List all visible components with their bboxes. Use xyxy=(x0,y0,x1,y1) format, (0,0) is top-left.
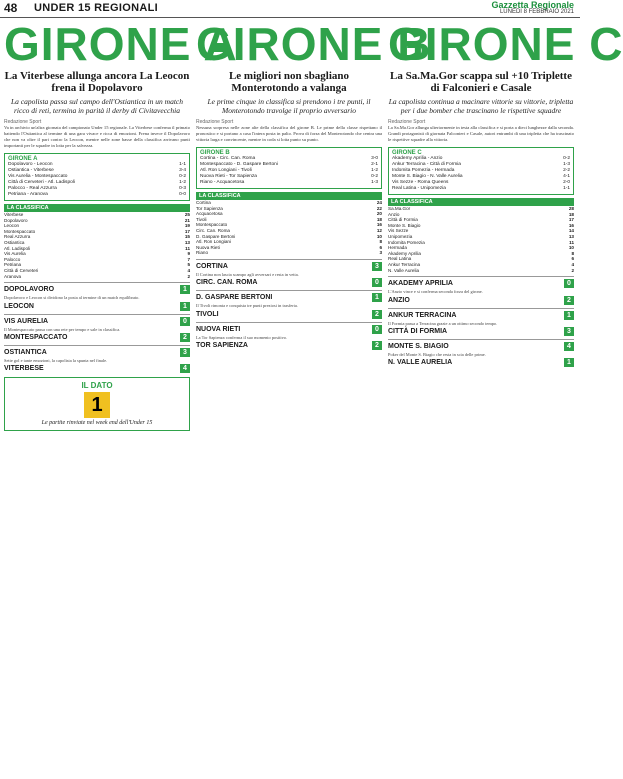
match-text: Dopolavoro e Leocon si dividono la posta al termine di un match equilibrato. xyxy=(4,295,140,301)
match-report xyxy=(388,276,574,304)
match-report xyxy=(388,339,574,367)
standings-row: Riano 3 xyxy=(196,250,382,256)
headline: Le migliori non sbagliano Monterotondo a valanga xyxy=(228,70,350,94)
result-row: Atl. Ron Longiani - Tivoli 1-2 xyxy=(200,168,378,173)
match-away: ANZIO 2 xyxy=(388,296,574,305)
results-header: GIRONE A xyxy=(8,156,38,162)
page-header xyxy=(0,0,580,18)
newspaper-name: Gazzetta Regionale xyxy=(491,0,574,10)
match-home: DOPOLAVORO 1 xyxy=(4,285,190,294)
match-home: OSTIANTICA 3 xyxy=(4,348,190,357)
standings-row: Atl. Ron Longiani 8 xyxy=(196,239,382,245)
match-report xyxy=(196,290,382,318)
girone-title: GIRONE C xyxy=(388,18,623,70)
standings-row: Hermada 10 xyxy=(388,245,574,251)
standings-row: Dopolavoro 21 xyxy=(4,217,190,223)
standings-row: Unipomezia 13 xyxy=(388,233,574,239)
match-home: CORTINA 3 xyxy=(196,262,382,271)
standings-row: Atl. Ladispoli 11 xyxy=(4,245,190,251)
match-report xyxy=(388,308,574,336)
headline: La Viterbese allunga ancora La Leocon frena il Dopolavoro xyxy=(4,70,190,94)
article-text: La Sa.Ma.Gor allunga ulteriormente in testa alla classifica e si porta a dieci lunghezze dalla seconda. Grandi protagonisti di giornata Falconieri e Casale, autori entrambi di una tripletta che ha trascinato le rispettive squadre alla vittoria. xyxy=(388,125,574,142)
standings-row: Petriana 5 xyxy=(4,262,190,268)
standings-row: Tivoli 18 xyxy=(196,216,382,222)
match-text: L'Anzio vince e si conferma seconda forza del girone. xyxy=(388,289,483,295)
match-away: TOR SAPIENZA 2 xyxy=(196,341,382,350)
result-row: Vis Sezze - Roma Queens 2-0 xyxy=(392,180,570,185)
standings-row: Cortina 24 xyxy=(196,200,382,205)
match-text: Il Montespaccato passa con una rete per tempo e sale in classifica. xyxy=(4,326,121,332)
match-text: Il Cortina non lascia scampo agli avversari e resta in vetta. xyxy=(196,271,299,277)
result-row: Nuova Rieti - Tor Sapienza 0-2 xyxy=(200,174,378,179)
standings-row: Ankur Terracina 4 xyxy=(388,261,574,267)
byline: Redazione Sport xyxy=(388,119,426,125)
match-home: VIS AURELIA 0 xyxy=(4,317,190,326)
standings-row: Real Azzurra 15 xyxy=(4,234,190,240)
standings-row: Monte S. Biagio 16 xyxy=(388,222,574,228)
match-away: MONTESPACCATO 2 xyxy=(4,333,190,342)
standings-row: Tor Sapienza 22 xyxy=(196,205,382,211)
match-home: NUOVA RIETI 0 xyxy=(196,325,382,334)
result-row: Indomita Pomezia - Hermada 2-2 xyxy=(392,168,570,173)
standings-row: Aranova 2 xyxy=(4,273,190,279)
subheadline: La capolista passa sul campo dell'Ostiantica in un match ricco di reti, termina in parità il derby di Civitavecchia xyxy=(10,97,184,115)
results-box xyxy=(4,153,190,201)
match-text: Poker del Monte S. Biagio che resta in scia delle prime. xyxy=(388,351,486,357)
standings-row: N. Valle Aurelia 2 xyxy=(388,267,574,273)
standings-row: Akademy Aprilia 8 xyxy=(388,250,574,256)
match-home: ANKUR TERRACINA 1 xyxy=(388,311,574,320)
column-colC xyxy=(388,18,623,367)
standings-row: Città di Cerveteri 4 xyxy=(4,267,190,273)
result-row: Ostiantica - Viterbese 3-4 xyxy=(8,168,186,173)
match-away: LEOCON 1 xyxy=(4,302,190,311)
headline: La Sa.Ma.Gor scappa sul +10 Triplette di Falconieri e Casale xyxy=(390,70,572,94)
result-row: Petriana - Aranova 0-0 xyxy=(8,192,186,197)
page-number: 48 xyxy=(4,1,18,15)
standings-row: Circ. Can. Roma 12 xyxy=(196,227,382,233)
newspaper-date: LUNEDI 8 FEBBRAIO 2021 xyxy=(499,9,574,15)
match-home: D. GASPARE BERTONI 1 xyxy=(196,293,382,302)
match-report xyxy=(196,259,382,287)
result-row: Akademy Aprilia - Anzio 0-2 xyxy=(392,156,570,161)
standings-row: Città di Formia 17 xyxy=(388,217,574,223)
standings-header: LA CLASSIFICA xyxy=(4,204,190,212)
standings-row: Indomita Pomezia 11 xyxy=(388,239,574,245)
girone-title: GIRONE A xyxy=(4,18,238,70)
result-row: Monte S. Biagio - N. Valle Aurelia 4-1 xyxy=(392,174,570,179)
match-away: CITTÀ DI FORMIA 3 xyxy=(388,327,574,336)
standings-header: LA CLASSIFICA xyxy=(196,192,382,200)
article-text: Nessuna sorpresa nelle zone alte della classifica del girone B. Le prime della classe rispettano il pronostico e si portano a casa l'intera posta in palio. Prova di forza del Monterotondo che centra una vittoria larga e convincente, mentre in coda si lotta punto su punto. xyxy=(196,125,382,142)
match-report xyxy=(4,314,190,342)
subheadline: Le prime cinque in classifica si prendono i tre punti, il Monterotondo travolge il proprio avversario xyxy=(207,97,371,115)
standings-row: Montespaccato 17 xyxy=(4,228,190,234)
result-row: Città di Cerveteri - Atl. Ladispoli 1-2 xyxy=(8,180,186,185)
results-header: GIRONE C xyxy=(392,150,422,156)
il-dato-box: IL DATO 1 Le partite rinviate nel week end dell'Under 15 xyxy=(4,377,190,431)
standings-row: Acquacetosa 20 xyxy=(196,211,382,217)
match-report xyxy=(4,345,190,373)
standings-row: Sa.Ma.Gor 28 xyxy=(388,206,574,211)
result-row: Ankur Terracina - Città di Formia 1-3 xyxy=(392,162,570,167)
result-row: Dopolavoro - Leocon 1-1 xyxy=(8,162,186,167)
article-text: Va in archivio un'altra giornata del campionato Under 15 regionale. La Viterbese conferma il primato battendo l'Ostiantica al termine di una gara vivace e ricca di emozioni. Frena invece il Dopolavoro che non va oltre il pari contro la Leocon, mentre nelle zone basse della classifica arrivano punti importanti per le squadre in lotta per la salvezza. xyxy=(4,125,190,148)
result-row: Riano - Acquacetosa 1-3 xyxy=(200,180,378,185)
result-row: Vis Aurelia - Montespaccato 0-2 xyxy=(8,174,186,179)
standings-header: LA CLASSIFICA xyxy=(388,198,574,206)
match-report xyxy=(4,282,190,310)
match-away: CIRC. CAN. ROMA 0 xyxy=(196,278,382,287)
standings-row: Viterbese 25 xyxy=(4,212,190,217)
standings-row: Vis Aurelia 9 xyxy=(4,251,190,257)
standings-row: Vis Sezze 14 xyxy=(388,228,574,234)
standings-row: Palocco 7 xyxy=(4,256,190,262)
standings-row: Anzio 18 xyxy=(388,211,574,217)
match-away: N. VALLE AURELIA 1 xyxy=(388,358,574,367)
standings-row: Real Latina 6 xyxy=(388,256,574,262)
results-header: GIRONE B xyxy=(200,150,230,156)
match-text: Il Formia passa a Terracina grazie a un ottimo secondo tempo. xyxy=(388,320,498,326)
match-away: VITERBESE 4 xyxy=(4,364,190,373)
result-row: Cortina - Circ. Can. Roma 3-0 xyxy=(200,156,378,161)
match-text: Sette gol e tante emozioni, la capolista la spunta nel finale. xyxy=(4,357,108,363)
result-row: Palocco - Real Azzurra 0-3 xyxy=(8,186,186,191)
standings-row: Nuova Rieti 6 xyxy=(196,244,382,250)
girone-title: GIRONE B xyxy=(196,18,432,70)
standings-row: Ostiantica 13 xyxy=(4,239,190,245)
match-away: TIVOLI 2 xyxy=(196,310,382,319)
subheadline: La capolista continua a macinare vittorie su vittorie, tripletta per i due bomber che trascinano le rispettive squadre xyxy=(388,97,574,115)
standings-row: Montespaccato 16 xyxy=(196,222,382,228)
standings-row: Leocon 19 xyxy=(4,223,190,229)
match-home: MONTE S. BIAGIO 4 xyxy=(388,342,574,351)
section-title: UNDER 15 REGIONALI xyxy=(34,2,158,14)
match-text: La Tor Sapienza conferma il suo momento positivo. xyxy=(196,334,288,340)
match-text: Il Tivoli rimonta e conquista tre punti preziosi in trasferta. xyxy=(196,303,298,309)
match-home: AKADEMY APRILIA 0 xyxy=(388,279,574,288)
result-row: Real Latina - Unipomezia 1-1 xyxy=(392,186,570,191)
standings-row: D. Gaspare Bertoni 10 xyxy=(196,233,382,239)
byline: Redazione Sport xyxy=(196,119,234,125)
results-box xyxy=(196,147,382,189)
results-box xyxy=(388,147,574,195)
byline: Redazione Sport xyxy=(4,119,42,125)
result-row: Montespaccato - D. Gaspare Bertoni 2-1 xyxy=(200,162,378,167)
match-report xyxy=(196,322,382,350)
